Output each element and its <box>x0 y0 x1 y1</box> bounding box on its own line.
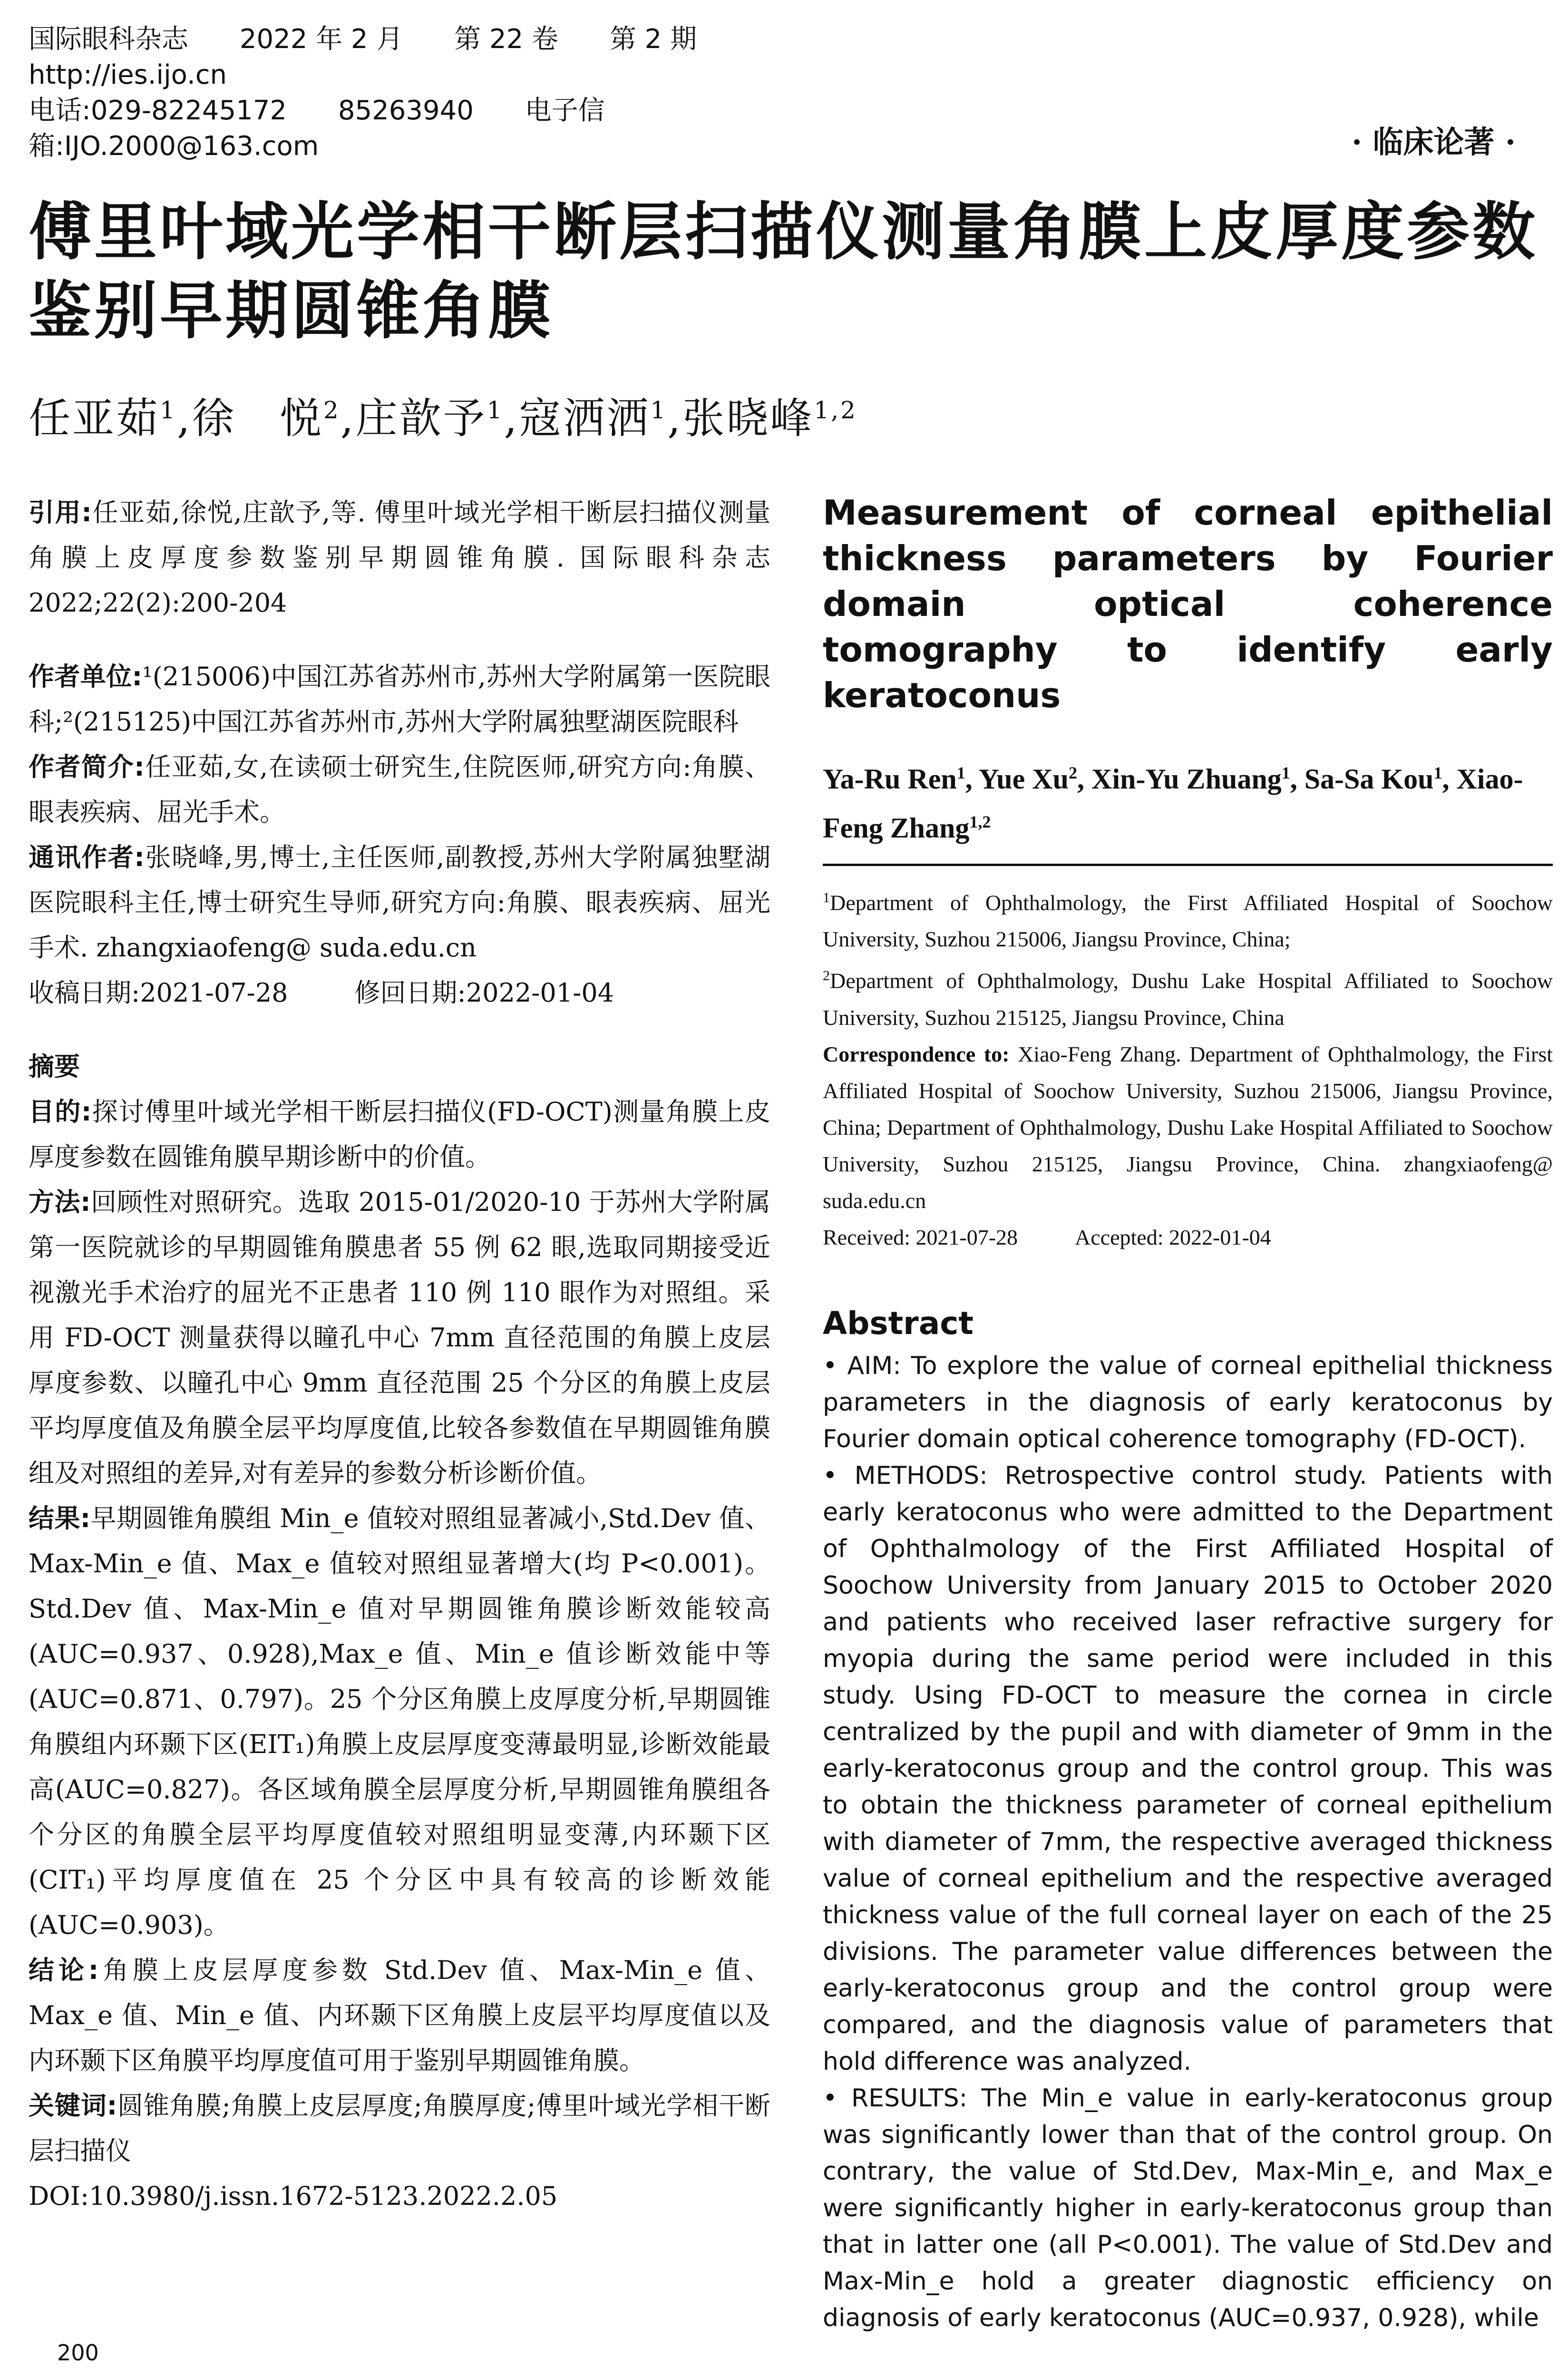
abstract-methods-en: • METHODS: Retrospective control study. Patients with early keratoconus who were admitted to the Department of Ophthalmology of the First Affiliated Hospital of Soochow University from January 2015 to October 2020 and patients who received laser refractive surgery for myopia during the same period were included in this study. Using FD-OCT to measure the cornea in circle centralized by the pupil and with diameter of 9mm in the early-keratoconus group and the control group. This was to obtain the thickness parameter of corneal epithelium with diameter of 7mm, the respective averaged thickness value of corneal epithelium and the respective averaged thickness value of the full corneal layer on each of the 25 divisions. The parameter value differences between the early-keratoconus group and the control group were compared, and the diagnosis value of parameters that hold difference was analyzed. <box>823 1461 1553 2076</box>
zh-author: 任亚茹$^1$ <box>29 394 177 443</box>
issue-number: 第 2 期 <box>609 24 697 55</box>
affiliation-divider <box>823 864 1553 866</box>
keywords: 关键词:圆锥角膜;角膜上皮层厚度;角膜厚度;傅里叶域光学相干断层扫描仪 <box>29 2091 770 2166</box>
en-author: Xin-Yu Zhuang$^1$ <box>1091 763 1290 795</box>
abstract-en <box>823 1303 1553 2337</box>
page-number: 200 <box>57 2340 99 2366</box>
abstract-aim-en: • AIM: To explore the value of corneal epithelial thickness parameters in the diagnosis of early keratoconus by Fourier domain optical coherence tomography (FD-OCT). <box>823 1351 1553 1453</box>
journal-email[interactable]: 电子信箱:IJO.2000@163.com <box>29 95 605 162</box>
zh-authors: 任亚茹$^1$,徐 悦$^2$,庄歆予$^1$,寇洒洒$^1$,张晓峰$^{1,2}$ <box>29 394 857 443</box>
abstract-heading-zh: 摘要 <box>29 1052 80 1081</box>
zh-author: 徐 悦$^2$ <box>192 394 341 443</box>
corresponding-author: 通讯作者:张晓峰,男,博士,主任医师,副教授,苏州大学附属独墅湖医院眼科主任,博士研究生导师,研究方向:角膜、眼表疾病、屈光手术. zhangxiaofeng@ suda.edu.cn <box>29 842 770 963</box>
abstract-results-en: • RESULTS: The Min_e value in early-keratoconus group was significantly lower than that of the control group. On contrary, the value of Std.Dev, Max-Min_e, and Max_e were significantly higher in early-keratoconus group than that in latter one (all P<0.001). The value of Std.Dev and Max-Min_e hold a greater diagnostic efficiency on diagnosis of early keratoconus (AUC=0.937, 0.928), while <box>823 2084 1553 2332</box>
zh-author: 庄歆予$^1$ <box>355 394 504 443</box>
journal-name: 国际眼科杂志 <box>29 24 188 55</box>
abstract-objective: 目的:探讨傅里叶域光学相干断层扫描仪(FD-OCT)测量角膜上皮厚度参数在圆锥角膜早期诊断中的价值。 <box>29 1097 770 1172</box>
affiliation-1: $^1$Department of Ophthalmology, the First Affiliated Hospital of Soochow University, Suzhou 215006, Jiangsu Province, China; <box>823 890 1553 952</box>
affiliations-en <box>823 879 1553 1256</box>
correspondence-en: Correspondence to: Xiao-Feng Zhang. Department of Ophthalmology, the First Affiliated Hospital of Soochow University, Suzhou 215006, Jiangsu Province, China; Department of Ophthalmology, Dushu Lake Hospital Affiliated to Soochow University, Suzhou 215125, Jiangsu Province, China. zhangxiaofeng@ suda.edu.cn <box>823 1042 1553 1213</box>
zh-author: 寇洒洒$^1$ <box>519 394 668 443</box>
dates-zh: 收稿日期:2021-07-28 修回日期:2022-01-04 <box>29 978 614 1008</box>
right-column <box>823 490 1553 2337</box>
en-author: Yue Xu$^2$ <box>978 763 1078 795</box>
affiliation-2: $^2$Department of Ophthalmology, Dushu Lake Hospital Affiliated to Soochow University, Suzhou 215125, Jiangsu Province, China <box>823 968 1553 1030</box>
journal-header-line1 <box>29 21 932 93</box>
en-authors: Ya-Ru Ren$^1$, Yue Xu$^2$, Xin-Yu Zhuang$^1$, Sa-Sa Kou$^1$, Xiao-Feng Zhang$^{1,2}$ <box>823 763 1523 844</box>
journal-header <box>29 21 932 164</box>
en-title: Measurement of corneal epithelial thickness parameters by Fourier domain optical coherence tomography to identify early keratoconus <box>823 493 1553 715</box>
abstract-results: 结果:早期圆锥角膜组 Min_e 值较对照组显著减小,Std.Dev 值、Max-Min_e 值、Max_e 值较对照组显著增大(均 P<0.001)。Std.Dev 值、Max-Min_e 值对早期圆锥角膜诊断效能较高(AUC=0.937、0.928),Max_e 值、Min_e 值诊断效能中等(AUC=0.871、0.797)。25 个分区角膜上皮厚度分析,早期圆锥角膜组内环颞下区(EIT₁)角膜上皮层厚度变薄最明显,诊断效能最高(AUC=0.827)。各区域角膜全层厚度分析,早期圆锥角膜组各个分区的角膜全层平均厚度值较对照组明显变薄,内环颞下区(CIT₁)平均厚度值在 25 个分区中具有较高的诊断效能(AUC=0.903)。 <box>29 1503 770 1940</box>
en-author: Xiao-Feng Zhang$^{1,2}$ <box>823 763 1523 844</box>
journal-url[interactable]: http://ies.ijo.cn <box>29 59 227 90</box>
left-column <box>29 490 770 2219</box>
dates-en: Received: 2021-07-28 Accepted: 2022-01-04 <box>823 1225 1271 1249</box>
en-author: Sa-Sa Kou$^1$ <box>1304 763 1442 795</box>
journal-phone: 电话:029-82245172 <box>29 95 287 126</box>
abstract-heading-en: Abstract <box>823 1305 974 1342</box>
section-tag: · 临床论著 · <box>1351 125 1516 160</box>
doi[interactable]: DOI:10.3980/j.issn.1672-5123.2022.2.05 <box>29 2181 558 2211</box>
author-bio: 作者简介:任亚茹,女,在读硕士研究生,住院医师,研究方向:角膜、眼表疾病、屈光手术。 <box>29 752 770 827</box>
journal-header-line2 <box>29 93 932 164</box>
journal-phone-2: 85263940 <box>338 95 474 126</box>
abstract-methods: 方法:回顾性对照研究。选取 2015-01/2020-10 于苏州大学附属第一医院就诊的早期圆锥角膜患者 55 例 62 眼,选取同期接受近视激光手术治疗的屈光不正患者 110 例 110 眼作为对照组。采用 FD-OCT 测量获得以瞳孔中心 7mm 直径范围的角膜上皮层厚度参数、以瞳孔中心 9mm 直径范围 25 个分区的角膜上皮层平均厚度值及角膜全层平均厚度值,比较各参数值在早期圆锥角膜组及对照组的差异,对有差异的参数分析诊断价值。 <box>29 1187 770 1488</box>
author-units: 作者单位:¹(215006)中国江苏省苏州市,苏州大学附属第一医院眼科;²(215125)中国江苏省苏州市,苏州大学附属独墅湖医院眼科 <box>29 662 770 737</box>
abstract-conclusion: 结论:角膜上皮层厚度参数 Std.Dev 值、Max-Min_e 值、Max_e 值、Min_e 值、内环颞下区角膜上皮层平均厚度值以及内环颞下区角膜平均厚度值可用于鉴别早期圆锥角膜。 <box>29 1955 770 2075</box>
zh-author: 张晓峰$^{1,2}$ <box>682 394 857 443</box>
en-author: Ya-Ru Ren$^1$ <box>823 763 965 795</box>
citation: 引用:任亚茹,徐悦,庄歆予,等. 傅里叶域光学相干断层扫描仪测量角膜上皮厚度参数鉴别早期圆锥角膜. 国际眼科杂志 2022;22(2):200-204 <box>29 497 770 618</box>
zh-title: 傅里叶域光学相干断层扫描仪测量角膜上皮厚度参数鉴别早期圆锥角膜 <box>29 195 1538 348</box>
issue-date: 2022 年 2 月 <box>239 24 403 55</box>
volume: 第 22 卷 <box>454 24 559 55</box>
